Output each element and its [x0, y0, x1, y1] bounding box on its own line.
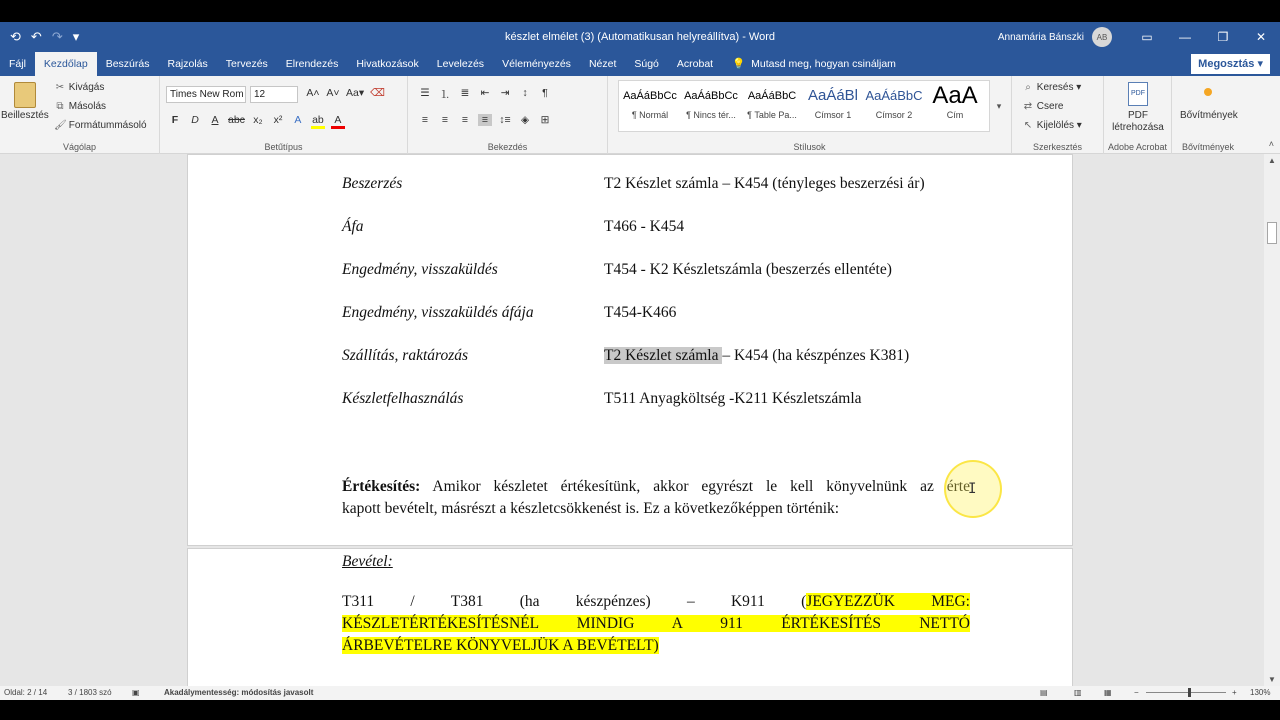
tab-draw[interactable]: Rajzolás — [167, 58, 208, 70]
quick-access-toolbar — [0, 29, 130, 45]
bullets-icon[interactable]: ☰ — [420, 87, 430, 99]
align-right-icon[interactable]: ≡ — [461, 114, 469, 126]
print-layout-icon[interactable]: ▥ — [1074, 688, 1082, 697]
row-label-discount: Engedmény, visszaküldés — [342, 261, 498, 278]
row-label-shipping: Szállítás, raktározás — [342, 347, 469, 364]
acrobat-label: Adobe Acrobat — [1107, 142, 1168, 152]
style-normal[interactable]: AaÁáBbCc ¶ Normál — [623, 90, 677, 120]
selected-text: T2 Készlet számla — [604, 347, 723, 364]
cut-button[interactable]: ✂ Kivágás — [55, 82, 105, 93]
list-buttons — [418, 87, 552, 102]
strikethrough-icon[interactable]: abc — [228, 114, 245, 126]
zoom-slider-thumb[interactable] — [1188, 688, 1191, 697]
paragraph-group — [408, 76, 608, 154]
share-label: Megosztás — [1198, 58, 1255, 70]
font-size-input[interactable]: 12 — [250, 86, 298, 103]
multilevel-list-icon[interactable]: ≣ — [460, 87, 470, 99]
underline-icon[interactable]: A — [211, 114, 219, 126]
row-entry-discount: T454 - K2 Készletszámla (beszerzés ellentéte) — [604, 261, 892, 278]
zoom-level[interactable]: 130% — [1250, 688, 1271, 697]
minimize-icon[interactable]: — — [1179, 30, 1191, 44]
scrollbar-thumb[interactable] — [1267, 222, 1277, 244]
italic-icon[interactable]: D — [191, 114, 199, 126]
create-pdf-button[interactable]: PDF létrehozása — [1112, 110, 1164, 133]
select-button[interactable]: ↖ Kijelölés ▾ — [1023, 120, 1082, 131]
clipboard-label: Vágólap — [62, 142, 97, 152]
style-heading-2[interactable]: AaÁáBbC Címsor 2 — [865, 88, 923, 120]
alignment-buttons — [418, 114, 552, 126]
row-label-purchase: Beszerzés — [342, 175, 403, 192]
highlight-icon[interactable]: ab — [311, 114, 325, 129]
status-bar — [0, 686, 1280, 700]
copy-button[interactable]: ⧉ Másolás — [54, 101, 106, 112]
paste-icon[interactable] — [14, 82, 36, 108]
revenue-line3: ÁRBEVÉTELRE KÖNYVELJÜK A BEVÉTELT) — [342, 637, 659, 654]
addins-label: Bővítmények — [1181, 142, 1235, 152]
zoom-slider[interactable] — [1146, 692, 1226, 693]
align-left-icon[interactable]: ≡ — [421, 114, 429, 126]
document-title: készlet elmélet (3) (Automatikusan helyreállítva) - Word — [504, 31, 775, 43]
superscript-icon[interactable]: x² — [273, 114, 283, 126]
title-bar — [0, 22, 1280, 52]
scissors-icon: ✂ — [55, 82, 65, 93]
change-case-icon[interactable]: Aa▾ — [346, 87, 365, 99]
collapse-ribbon-icon[interactable]: ˄ — [1268, 139, 1274, 149]
sales-paragraph-line1: Értékesítés: Amikor készletet értékesítünk, akkor egyrészt le kell könyvelnünk az érte — [342, 478, 970, 495]
close-icon[interactable]: ✕ — [1255, 30, 1267, 44]
borders-icon[interactable]: ⊞ — [540, 114, 550, 126]
autosave-icon[interactable]: ⟲ — [10, 29, 21, 44]
row-label-usage: Készletfelhasználás — [342, 390, 464, 407]
tab-insert[interactable]: Beszúrás — [105, 58, 150, 70]
scroll-up-icon[interactable]: ▲ — [1268, 156, 1276, 165]
row-label-vat: Áfa — [342, 218, 364, 235]
proofing-icon[interactable]: ▣ — [132, 688, 140, 697]
row-entry-discount-vat: T454-K466 — [604, 304, 677, 321]
letterbox-bottom — [0, 700, 1280, 720]
row-label-discount-vat: Engedmény, visszaküldés áfája — [342, 304, 534, 321]
bold-icon[interactable]: F — [171, 114, 179, 126]
accessibility-status[interactable]: Akadálymentesség: módosítás javasolt — [164, 688, 314, 697]
style-heading-1[interactable]: AaÁáBl Címsor 1 — [807, 87, 859, 120]
tell-me-box[interactable] — [722, 52, 906, 76]
row-entry-usage: T511 Anyagköltség -K211 Készletszámla — [604, 390, 862, 407]
user-account[interactable] — [998, 27, 1112, 47]
tell-me-text: Mutasd meg, hogyan csináljam — [751, 58, 896, 70]
style-title[interactable]: AaA Cím — [932, 82, 978, 120]
lightbulb-icon: 💡 — [732, 58, 746, 70]
tab-view[interactable]: Nézet — [588, 58, 617, 70]
revenue-line1: T311 / T381 (ha készpénzes) – K911 (JEGYEZZÜK MEG: — [342, 593, 970, 610]
pdf-icon[interactable]: PDF — [1128, 82, 1148, 106]
styles-more-icon[interactable]: ▾ — [996, 101, 1002, 111]
style-table-paragraph[interactable]: AaÁáBbC ¶ Table Pa... — [747, 90, 797, 120]
search-icon: ⌕ — [1025, 82, 1031, 93]
ribbon-tabs — [0, 52, 1280, 76]
addins-group — [1172, 76, 1244, 154]
line-spacing-icon[interactable]: ↕≡ — [499, 114, 511, 126]
zoom-out-icon[interactable]: − — [1134, 688, 1139, 697]
replace-icon: ⇄ — [1023, 101, 1033, 112]
restore-icon[interactable]: ❐ — [1217, 30, 1229, 44]
tab-layout[interactable]: Elrendezés — [285, 58, 339, 70]
scroll-down-icon[interactable]: ▼ — [1268, 675, 1276, 684]
revenue-line2: KÉSZLETÉRTÉKESÍTÉSNÉL MINDIG A 911 ÉRTÉKESÍTÉS NETTÓ — [342, 615, 970, 632]
ibeam-cursor-icon: I — [968, 481, 977, 497]
sales-paragraph-line2: kapott bevételt, másrészt a készletcsökkenést is. Ez a következőképpen történik: — [342, 500, 840, 517]
numbering-icon[interactable]: ⒈ — [439, 89, 451, 101]
grow-font-icon[interactable]: A˄ — [306, 87, 320, 99]
font-color-icon[interactable]: A — [331, 114, 345, 129]
addins-button[interactable]: Bővítmények — [1180, 110, 1238, 121]
revenue-heading: Bevétel: — [342, 553, 393, 570]
avatar: AB — [1092, 27, 1112, 47]
align-center-icon[interactable]: ≡ — [441, 114, 449, 126]
font-style-buttons — [168, 114, 345, 129]
share-button[interactable]: Megosztás ▾ — [1191, 54, 1270, 74]
editing-label: Szerkesztés — [1032, 142, 1083, 152]
row-entry-shipping: T2 Készlet számla – K454 (ha készpénzes K381) — [604, 347, 910, 364]
copy-icon: ⧉ — [56, 101, 64, 112]
styles-group — [608, 76, 1012, 154]
replace-button[interactable]: ⇄ Csere — [1023, 101, 1064, 112]
tab-design[interactable]: Tervezés — [225, 58, 268, 70]
page-count[interactable]: Oldal: 2 / 14 — [4, 688, 48, 697]
web-layout-icon[interactable]: ▦ — [1104, 688, 1112, 697]
increase-indent-icon[interactable]: ⇥ — [500, 87, 510, 99]
vertical-scrollbar[interactable] — [1264, 154, 1280, 686]
page[interactable] — [187, 154, 1073, 546]
subscript-icon[interactable]: x₂ — [253, 114, 263, 126]
font-label: Betűtípus — [264, 142, 303, 152]
undo-icon[interactable]: ↶ — [30, 29, 42, 44]
word-count[interactable]: 3 / 1803 szó — [68, 688, 112, 697]
font-name-input[interactable]: Times New Rom — [166, 86, 246, 103]
tab-acrobat[interactable]: Acrobat — [676, 58, 714, 70]
pilcrow-icon[interactable]: ¶ — [542, 87, 548, 99]
tab-review[interactable]: Véleményezés — [502, 58, 571, 70]
brush-icon: 🖌 — [54, 120, 67, 131]
tab-references[interactable]: Hivatkozások — [356, 58, 419, 70]
text-effects-icon[interactable]: A — [294, 114, 302, 126]
redo-icon[interactable]: ↷ — [51, 29, 63, 44]
sort-icon[interactable]: ↕ — [522, 87, 528, 99]
editing-group — [1012, 76, 1104, 154]
user-name: Annamária Bánszki — [997, 31, 1084, 43]
style-no-spacing[interactable]: AaÁáBbCc ¶ Nincs tér... — [684, 90, 738, 120]
font-group — [160, 76, 408, 154]
row-entry-vat: T466 - K454 — [604, 218, 685, 235]
clipboard-group — [0, 76, 160, 154]
tab-mailings[interactable]: Levelezés — [436, 58, 485, 70]
window-controls — [1128, 30, 1280, 44]
decrease-indent-icon[interactable]: ⇤ — [480, 87, 490, 99]
ribbon-display-icon[interactable]: ▭ — [1141, 30, 1153, 44]
row-entry-purchase: T2 Készlet számla – K454 (tényleges beszerzési ár) — [604, 175, 925, 192]
font-size-buttons — [306, 87, 385, 99]
styles-label: Stílusok — [793, 142, 826, 152]
tab-help[interactable]: Súgó — [634, 58, 659, 70]
addins-icon[interactable] — [1204, 88, 1212, 96]
zoom-in-icon[interactable]: + — [1232, 688, 1237, 697]
customize-qat-icon[interactable]: ▾ — [72, 29, 80, 44]
paragraph-label: Bekezdés — [487, 142, 528, 152]
page[interactable] — [187, 548, 1073, 686]
document-area — [0, 154, 1264, 686]
shading-icon[interactable]: ◈ — [520, 114, 530, 126]
find-button[interactable]: ⌕ Keresés ▾ — [1022, 82, 1081, 93]
acrobat-group — [1104, 76, 1172, 154]
tab-home[interactable]: Kezdőlap — [35, 52, 97, 76]
shrink-font-icon[interactable]: A˅ — [326, 87, 340, 99]
ribbon — [0, 76, 1280, 154]
tab-file[interactable]: Fájl — [9, 58, 26, 70]
format-painter-button[interactable]: 🖌 Formátummásoló — [54, 120, 147, 131]
read-mode-icon[interactable]: ▤ — [1040, 688, 1048, 697]
cursor-icon: ↖ — [1023, 120, 1033, 131]
paste-button[interactable]: Beillesztés — [1, 110, 49, 121]
justify-icon[interactable]: ≡ — [478, 114, 492, 126]
clear-format-icon[interactable]: ⌫ — [370, 87, 385, 99]
